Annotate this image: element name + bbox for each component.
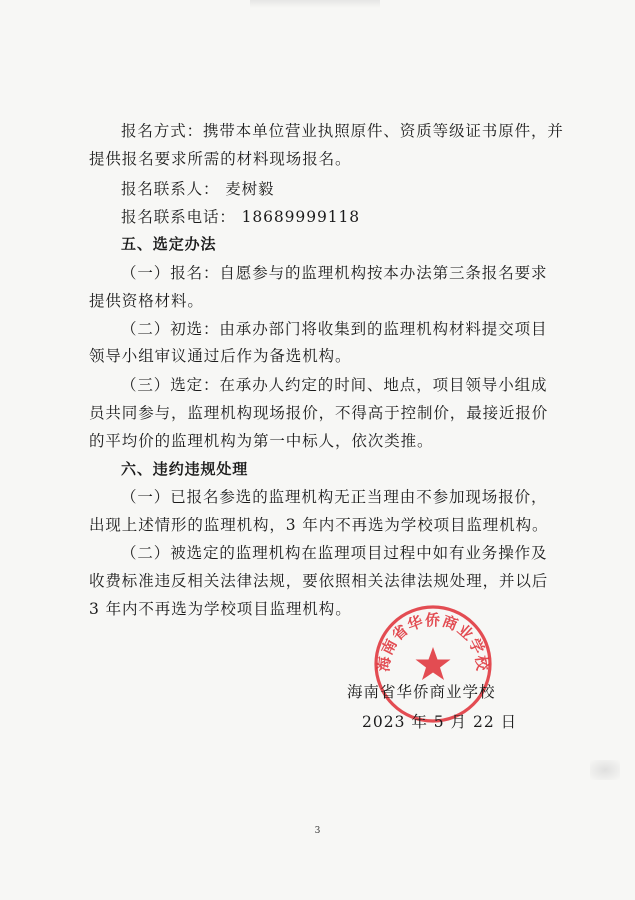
contact-person: 报名联系人： 麦树毅 [121, 180, 275, 198]
section-heading: 五、选定办法 [121, 235, 217, 253]
paragraph-line: 收费标准违反相关法律法规，要依照相关法律法规处理，并以后 [89, 572, 549, 590]
signature-date: 2023 年 5 月 22 日 [362, 713, 518, 731]
contact-phone: 报名联系电话： 18689999118 [121, 208, 361, 226]
paragraph-line: 的平均价的监理机构为第一中标人，依次类推。 [89, 432, 434, 450]
paragraph-line: 提供资格材料。 [89, 292, 204, 310]
paragraph-line: （二）被选定的监理机构在监理项目过程中如有业务操作及 [121, 544, 548, 562]
scan-artifact [250, 0, 380, 8]
registration-method-line2: 提供报名要求所需的材料现场报名。 [89, 150, 352, 168]
page-number: 3 [314, 826, 321, 836]
official-seal-icon [372, 603, 494, 725]
signature-organization: 海南省华侨商业学校 [347, 683, 496, 701]
scan-artifact [590, 760, 620, 780]
paragraph-line: （一）已报名参选的监理机构无正当理由不参加现场报价， [121, 488, 548, 506]
paragraph-line: 领导小组审议通过后作为备选机构。 [89, 347, 352, 365]
paragraph-line: （二）初选：由承办部门将收集到的监理机构材料提交项目 [121, 320, 548, 338]
paragraph-line: 员共同参与，监理机构现场报价，不得高于控制价，最接近报价 [89, 404, 549, 422]
paragraph-line: （一）报名：自愿参与的监理机构按本办法第三条报名要求 [121, 264, 548, 282]
seal-text: 海南省华侨商业学校 [374, 611, 492, 673]
registration-method-line1: 报名方式：携带本单位营业执照原件、资质等级证书原件，并 [121, 122, 564, 140]
paragraph-line: （三）选定：在承办人约定的时间、地点，项目领导小组成 [121, 376, 548, 394]
paragraph-line: 3 年内不再选为学校项目监理机构。 [89, 600, 352, 618]
section-heading: 六、违约违规处理 [121, 460, 249, 478]
paragraph-line: 出现上述情形的监理机构，3 年内不再选为学校项目监理机构。 [89, 516, 549, 534]
